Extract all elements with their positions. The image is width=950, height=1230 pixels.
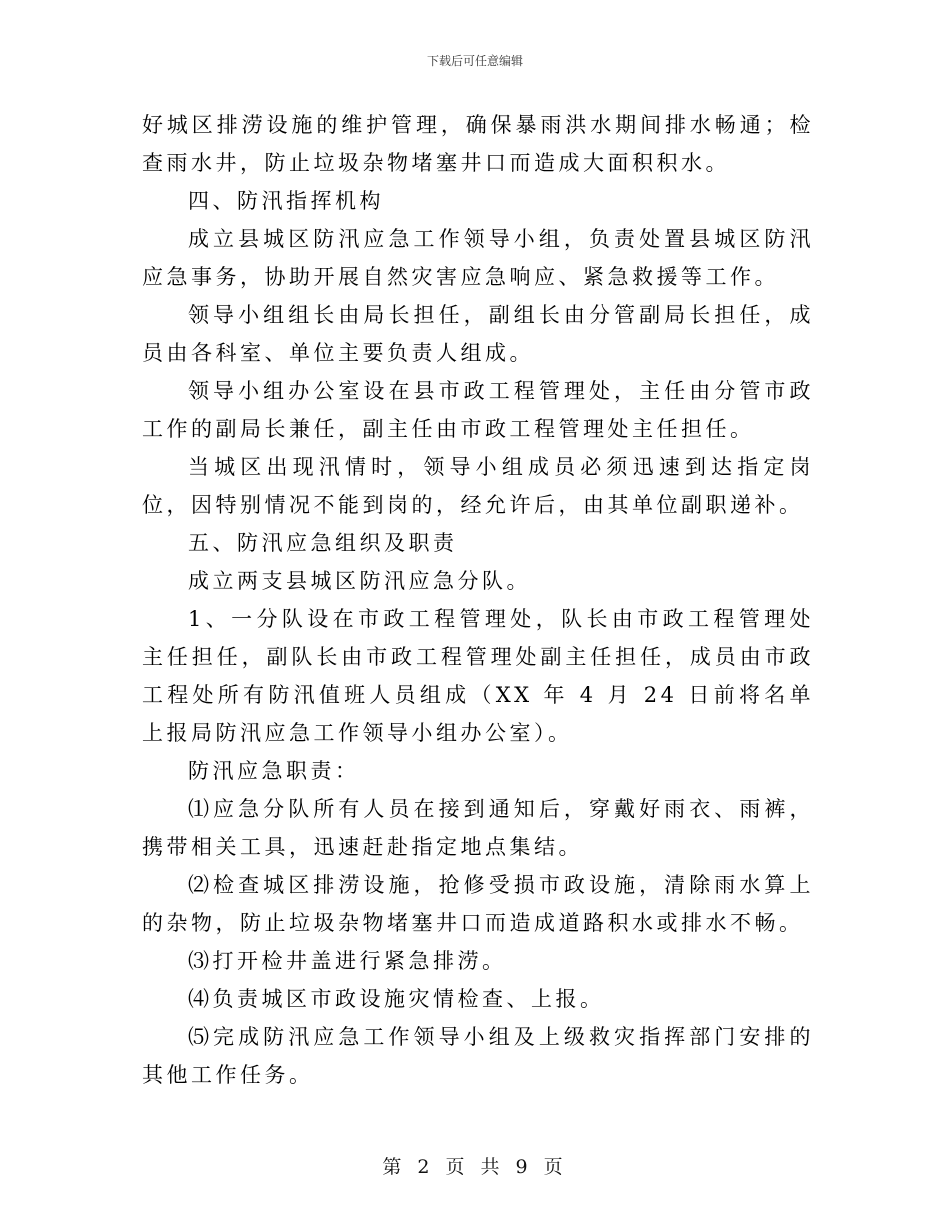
list-item: ⑸完成防汛应急工作领导小组及上级救灾指挥部门安排的其他工作任务。 — [142, 1025, 814, 1087]
list-item: ⑴应急分队所有人员在接到通知后，穿戴好雨衣、雨裤，携带相关工具，迅速赶赴指定地点集结。 — [142, 797, 814, 859]
document-body — [142, 106, 814, 1094]
paragraph: 成立两支县城区防汛应急分队。 — [188, 569, 531, 593]
list-item: ⑵检查城区排涝设施，抢修受损市政设施，清除雨水算上的杂物，防止垃圾杂物堵塞井口而造成道路积水或排水不畅。 — [142, 873, 814, 935]
list-item: ⑶打开检井盖进行紧急排涝。 — [188, 949, 507, 973]
page-number: 第 2 页 共 9 页 — [382, 1156, 568, 1178]
page-header-note: 下载后可任意编辑 — [426, 54, 523, 68]
paragraph: 领导小组办公室设在县市政工程管理处，主任由分管市政工作的副局长兼任，副主任由市政工程管理处主任担任。 — [142, 379, 814, 441]
section-heading: 五、防汛应急组织及职责 — [188, 531, 458, 555]
paragraph: 当城区出现汛情时，领导小组成员必须迅速到达指定岗位，因特别情况不能到岗的，经允许后，由其单位副职递补。 — [142, 455, 814, 517]
section-heading: 四、防汛指挥机构 — [188, 189, 384, 213]
paragraph: 1、一分队设在市政工程管理处，队长由市政工程管理处主任担任，副队长由市政工程管理处副主任担任，成员由市政工程处所有防汛值班人员组成（XX 年 4 月 24 日前将名单上报局防汛应急工作领导小组办公室）。 — [142, 607, 814, 745]
paragraph: 好城区排涝设施的维护管理，确保暴雨洪水期间排水畅通；检查雨水井，防止垃圾杂物堵塞井口而造成大面积积水。 — [142, 113, 814, 175]
paragraph: 领导小组组长由局长担任，副组长由分管副局长担任，成员由各科室、单位主要负责人组成。 — [142, 303, 814, 365]
list-item: ⑷负责城区市政设施灾情检查、上报。 — [188, 987, 605, 1011]
paragraph: 成立县城区防汛应急工作领导小组，负责处置县城区防汛应急事务，协助开展自然灾害应急响应、紧急救援等工作。 — [142, 227, 814, 289]
paragraph: 防汛应急职责： — [188, 759, 360, 783]
